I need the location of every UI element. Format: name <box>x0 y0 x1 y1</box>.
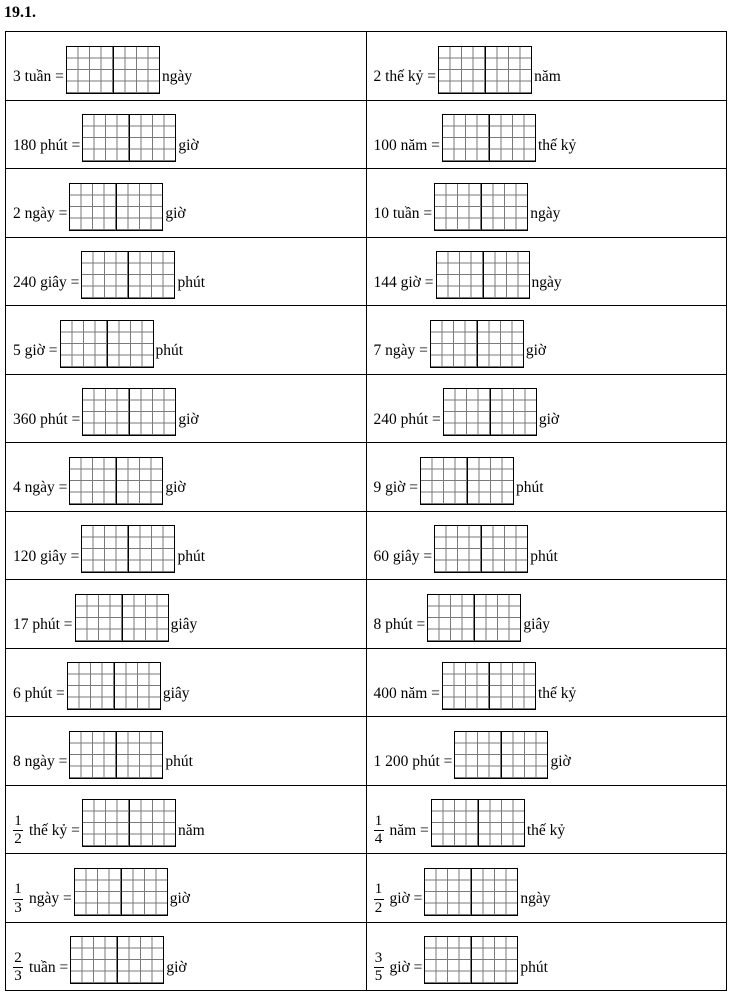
expression-label: thế kỷ = <box>29 821 80 839</box>
unit-label: ngày <box>530 205 561 222</box>
expression-label: 60 giây = <box>373 547 433 565</box>
answer-box[interactable] <box>60 320 154 368</box>
expression-label: 180 phút = <box>13 136 81 154</box>
fraction-numerator: 1 <box>14 881 22 897</box>
fraction-numerator: 1 <box>374 881 383 897</box>
fraction <box>374 951 384 991</box>
fraction-denominator: 5 <box>374 968 383 985</box>
unit-label: giờ <box>538 410 560 428</box>
answer-square[interactable] <box>483 252 529 298</box>
answer-box[interactable] <box>420 457 514 505</box>
answer-box[interactable] <box>74 868 168 916</box>
answer-square[interactable] <box>501 732 547 778</box>
expression-label: 7 ngày = <box>373 342 428 359</box>
answer-square[interactable] <box>425 869 471 915</box>
unit-label: thế kỷ <box>526 821 566 839</box>
answer-square[interactable] <box>489 663 535 709</box>
answer-square[interactable] <box>122 595 168 641</box>
fraction <box>374 882 384 922</box>
unit-label: phút <box>177 273 205 291</box>
unit-label: thế kỷ <box>537 136 577 154</box>
conversion-cell-right <box>366 374 727 443</box>
answer-box[interactable] <box>443 388 537 436</box>
answer-square[interactable] <box>83 115 129 161</box>
conversion-cell-right <box>366 100 727 169</box>
answer-box[interactable] <box>434 183 528 231</box>
answer-box[interactable] <box>434 525 528 573</box>
unit-label: phút <box>155 342 184 359</box>
table-row <box>6 374 727 443</box>
answer-square[interactable] <box>116 184 162 230</box>
answer-square[interactable] <box>82 526 128 572</box>
answer-square[interactable] <box>129 389 175 435</box>
unit-label: giờ <box>525 342 547 359</box>
answer-square[interactable] <box>129 115 175 161</box>
answer-square[interactable] <box>467 458 513 504</box>
answer-square[interactable] <box>113 47 159 93</box>
answer-box[interactable] <box>430 320 524 368</box>
answer-square[interactable] <box>68 663 114 709</box>
conversion-cell-left <box>6 580 367 649</box>
answer-box[interactable] <box>67 662 161 710</box>
fraction <box>13 951 23 991</box>
expression-label: 400 năm = <box>373 684 440 702</box>
unit-label: năm <box>177 821 205 839</box>
answer-box[interactable] <box>82 799 176 847</box>
answer-square[interactable] <box>471 869 517 915</box>
answer-square[interactable] <box>70 184 116 230</box>
fraction-denominator: 2 <box>14 831 22 848</box>
fraction-numerator: 1 <box>374 812 383 829</box>
unit-label: giờ <box>169 890 191 907</box>
answer-square[interactable] <box>121 869 167 915</box>
answer-box[interactable] <box>424 936 518 984</box>
answer-square[interactable] <box>431 321 477 367</box>
conversion-cell-left <box>6 648 367 717</box>
conversion-cell-right <box>366 511 727 580</box>
table-row <box>6 717 727 786</box>
unit-label: giờ <box>165 479 186 496</box>
unit-label: phút <box>177 547 205 565</box>
table-row <box>6 32 727 101</box>
answer-box[interactable] <box>427 594 521 642</box>
table-row <box>6 169 727 238</box>
unit-label: ngày <box>520 890 551 907</box>
conversion-cell-right <box>366 785 727 854</box>
expression-label: 100 năm = <box>373 136 440 154</box>
table-row <box>6 511 727 580</box>
answer-box[interactable] <box>442 114 536 162</box>
conversion-cell-right <box>366 237 727 306</box>
answer-square[interactable] <box>116 458 162 504</box>
unit-label: năm <box>534 68 561 85</box>
answer-square[interactable] <box>439 47 485 93</box>
answer-square[interactable] <box>432 800 478 846</box>
answer-box[interactable] <box>424 868 518 916</box>
conversion-cell-left <box>6 237 367 306</box>
unit-label: giờ <box>550 753 571 770</box>
expression-label: 5 giờ = <box>13 342 58 359</box>
expression-label: 3 tuần = <box>13 68 64 85</box>
answer-box[interactable] <box>81 251 175 299</box>
conversion-cell-right <box>366 580 727 649</box>
answer-box[interactable] <box>69 457 163 505</box>
table-row <box>6 922 727 991</box>
answer-square[interactable] <box>478 800 524 846</box>
expression-label: 1 200 phút = <box>373 753 453 770</box>
answer-square[interactable] <box>128 526 174 572</box>
answer-square[interactable] <box>70 458 116 504</box>
expression-label: ngày = <box>29 890 72 907</box>
answer-box[interactable] <box>436 251 530 299</box>
fraction-denominator: 4 <box>374 831 383 848</box>
answer-square[interactable] <box>70 732 116 778</box>
conversion-cell-right <box>366 306 727 375</box>
answer-box[interactable] <box>82 388 176 436</box>
expression-label: 9 giờ = <box>373 479 418 496</box>
answer-square[interactable] <box>114 663 160 709</box>
answer-square[interactable] <box>443 115 489 161</box>
expression-label: 2 thế kỷ = <box>373 68 437 85</box>
table-row <box>6 785 727 854</box>
answer-square[interactable] <box>128 252 174 298</box>
conversion-cell-left <box>6 374 367 443</box>
answer-box[interactable] <box>69 183 163 231</box>
conversion-cell-left <box>6 32 367 101</box>
answer-square[interactable] <box>477 321 523 367</box>
conversion-cell-left <box>6 100 367 169</box>
table-row <box>6 580 727 649</box>
conversion-cell-right <box>366 169 727 238</box>
expression-label: 6 phút = <box>13 684 65 702</box>
answer-square[interactable] <box>435 184 481 230</box>
answer-square[interactable] <box>481 184 527 230</box>
unit-label: phút <box>165 753 193 770</box>
answer-square[interactable] <box>471 937 517 983</box>
expression-label: 8 phút = <box>373 616 426 633</box>
fraction <box>13 882 23 922</box>
answer-square[interactable] <box>116 732 162 778</box>
answer-square[interactable] <box>107 321 153 367</box>
conversion-cell-right <box>366 717 727 786</box>
expression-label: 120 giây = <box>13 547 80 565</box>
unit-label: giây <box>170 616 198 633</box>
answer-square[interactable] <box>61 321 107 367</box>
table-row <box>6 100 727 169</box>
answer-square[interactable] <box>474 595 520 641</box>
unit-label: ngày <box>161 68 193 85</box>
table-row <box>6 237 727 306</box>
conversion-cell-right <box>366 32 727 101</box>
expression-label: 10 tuần = <box>373 205 433 222</box>
unit-label: phút <box>520 958 548 976</box>
answer-square[interactable] <box>83 800 129 846</box>
conversion-cell-left <box>6 443 367 512</box>
expression-label: giờ = <box>389 958 423 976</box>
answer-box[interactable] <box>431 799 525 847</box>
answer-square[interactable] <box>67 47 113 93</box>
answer-box[interactable] <box>66 46 160 94</box>
fraction-numerator: 3 <box>374 949 383 966</box>
answer-square[interactable] <box>455 732 501 778</box>
conversion-cell-left <box>6 169 367 238</box>
fraction-numerator: 1 <box>14 812 22 829</box>
answer-box[interactable] <box>81 525 175 573</box>
fraction-denominator: 3 <box>14 899 22 916</box>
expression-label: tuần = <box>29 958 69 976</box>
table-row <box>6 443 727 512</box>
table-row <box>6 648 727 717</box>
expression-label: 144 giờ = <box>373 273 434 291</box>
answer-box[interactable] <box>442 662 536 710</box>
fraction-denominator: 2 <box>374 899 383 916</box>
answer-square[interactable] <box>421 458 467 504</box>
answer-box[interactable] <box>454 731 548 779</box>
expression-label: 240 phút = <box>373 410 441 428</box>
answer-square[interactable] <box>485 47 531 93</box>
answer-box[interactable] <box>438 46 532 94</box>
answer-square[interactable] <box>76 595 122 641</box>
answer-square[interactable] <box>425 937 471 983</box>
conversion-cell-left <box>6 717 367 786</box>
unit-label: giờ <box>178 136 199 154</box>
answer-square[interactable] <box>490 389 536 435</box>
unit-label: giây <box>162 684 190 702</box>
conversion-cell-left <box>6 854 367 923</box>
answer-square[interactable] <box>117 937 163 983</box>
unit-label: phút <box>530 547 558 565</box>
answer-square[interactable] <box>71 937 117 983</box>
table-row <box>6 306 727 375</box>
expression-label: 8 ngày = <box>13 753 68 770</box>
answer-square[interactable] <box>435 526 481 572</box>
answer-box[interactable] <box>70 936 164 984</box>
conversion-cell-right <box>366 922 727 991</box>
conversion-cell-right <box>366 648 727 717</box>
expression-label: năm = <box>389 821 429 839</box>
expression-label: 240 giây = <box>13 273 80 291</box>
unit-label: giờ <box>178 410 199 428</box>
unit-label: phút <box>516 479 544 496</box>
answer-square[interactable] <box>428 595 474 641</box>
unit-label: giờ <box>165 205 186 222</box>
answer-square[interactable] <box>83 389 129 435</box>
answer-square[interactable] <box>444 389 490 435</box>
conversion-table <box>5 31 727 991</box>
conversion-cell-left <box>6 306 367 375</box>
answer-square[interactable] <box>489 115 535 161</box>
answer-square[interactable] <box>75 869 121 915</box>
answer-box[interactable] <box>82 114 176 162</box>
unit-label: ngày <box>531 273 562 291</box>
fraction-numerator: 2 <box>14 949 22 966</box>
expression-label: 17 phút = <box>13 616 73 633</box>
expression-label: 4 ngày = <box>13 479 68 496</box>
expression-label: 2 ngày = <box>13 205 68 222</box>
answer-square[interactable] <box>82 252 128 298</box>
conversion-cell-left <box>6 922 367 991</box>
unit-label: giờ <box>166 958 187 976</box>
conversion-cell-left <box>6 511 367 580</box>
conversion-cell-right <box>366 854 727 923</box>
fraction <box>374 814 384 854</box>
unit-label: giây <box>523 616 550 633</box>
expression-label: 360 phút = <box>13 410 81 428</box>
table-row <box>6 854 727 923</box>
answer-square[interactable] <box>129 800 175 846</box>
answer-box[interactable] <box>69 731 163 779</box>
answer-square[interactable] <box>481 526 527 572</box>
conversion-cell-right <box>366 443 727 512</box>
expression-label: giờ = <box>389 890 423 907</box>
unit-label: thế kỷ <box>537 684 577 702</box>
answer-square[interactable] <box>443 663 489 709</box>
fraction-denominator: 3 <box>14 968 22 985</box>
exercise-heading: 19.1. <box>4 4 36 21</box>
conversion-cell-left <box>6 785 367 854</box>
answer-square[interactable] <box>437 252 483 298</box>
answer-box[interactable] <box>75 594 169 642</box>
fraction <box>13 814 23 854</box>
